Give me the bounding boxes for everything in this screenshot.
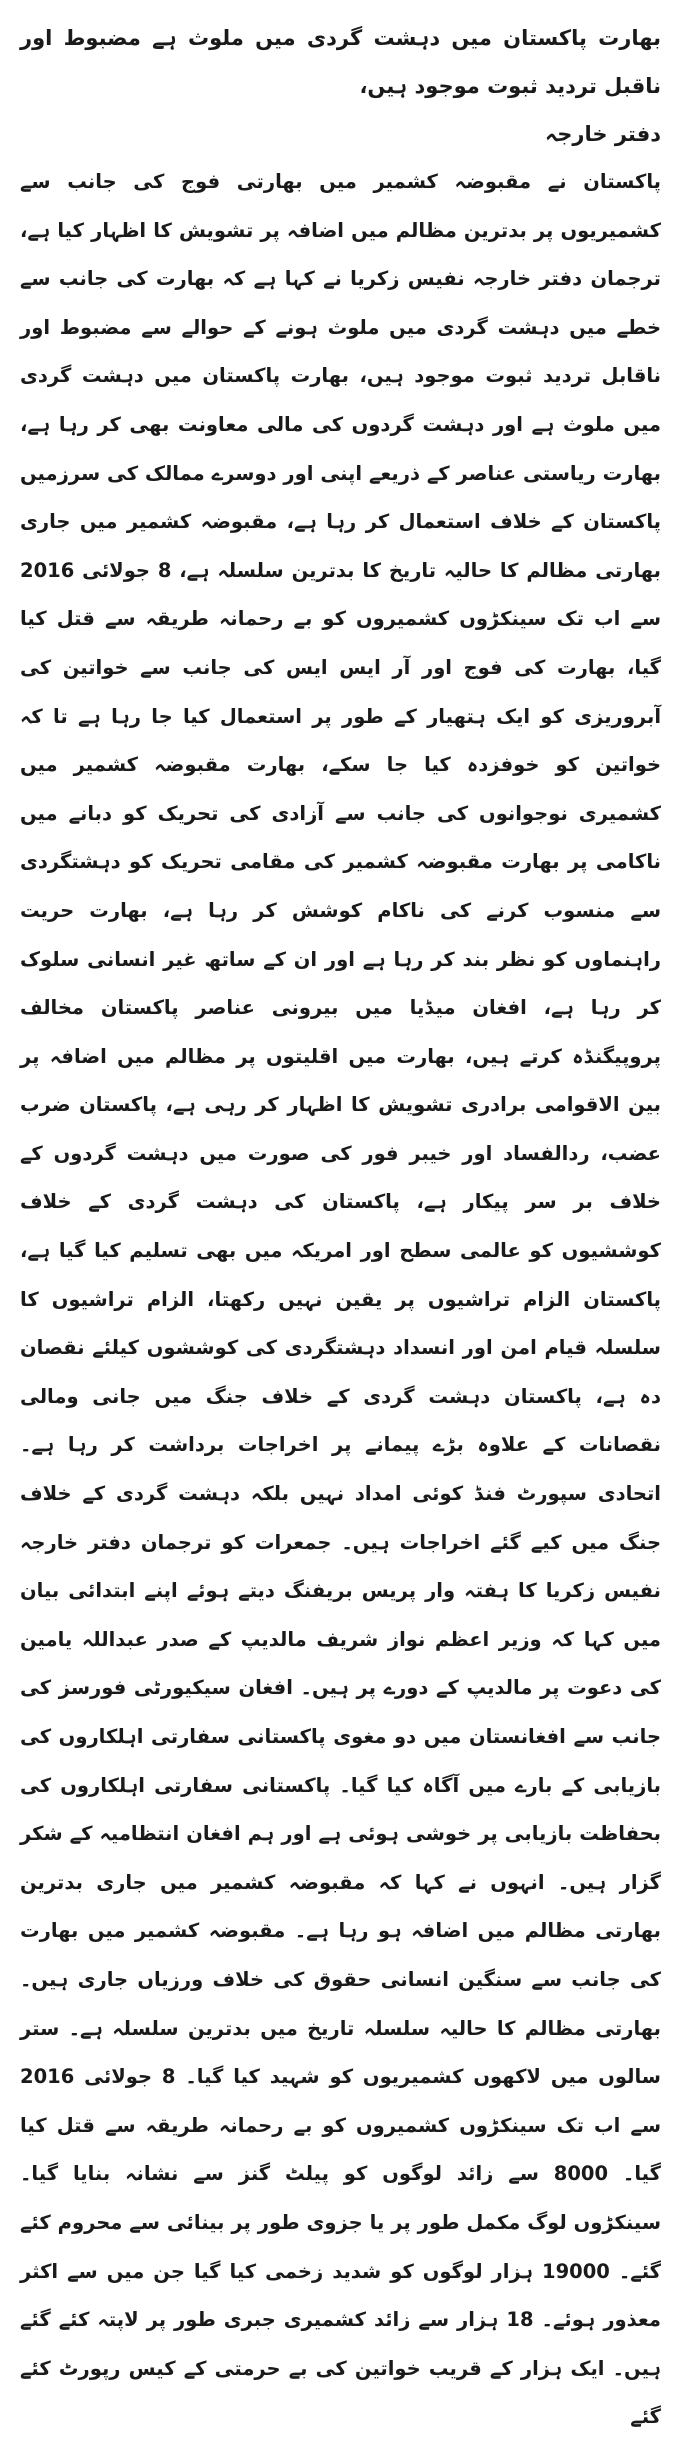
article-headline: بھارت پاکستان میں دہشت گردی میں ملوث ہے مضبوط اور ناقبل تردید ثبوت موجود ہیں، [20,26,661,98]
article-source: دفتر خارجہ [544,122,661,146]
article-body: پاکستان نے مقبوضہ کشمیر میں بھارتی فوج کی جانب سے کشمیریوں پر بدترین مظالم میں اضافہ پر تشویش کا اظہار کیا ہے، ترجمان دفتر خارجہ نفیس زکریا نے کہا ہے کہ بھارت کی جانب سے خطے میں دہشت گردی میں ملوث ہونے کے حوالے سے مضبوط اور ناقابل تردید ثبوت موجود ہیں، بھارت پاکستان میں دہشت گردی میں ملوث ہے اور دہشت گردوں کی مالی معاونت بھی کر رہا ہے، بھارت ریاستی عناصر کے ذریعے اپنی اور دوسرے ممالک کی سرزمیں پاکستان کے خلاف استعمال کر رہا ہے، مقبوضہ کشمیر میں جاری بھارتی مظالم کا حالیہ تاریخ کا بدترین سلسلہ ہے، 8 جولائی 2016 سے اب تک سینکڑوں کشمیروں کو بے رحمانہ طریقہ سے قتل کیا گیا، بھارت کی فوج اور آر ایس ایس کی جانب سے خواتین کی آبروریزی کو ایک ہتھیار کے طور پر استعمال کیا جا رہا ہے تا کہ خواتین کو خوفزدہ کیا جا سکے، بھارت مقبوضہ کشمیر میں کشمیری نوجوانوں کی جانب سے آزادی کی تحریک کو دبانے میں ناکامی پر بھارت مقبوضہ کشمیر کی مقامی تحریک کو دہشتگردی سے منسوب کرنے کی ناکام کوشش کر رہا ہے، بھارت حریت راہنماوں کو نظر بند کر رہا ہے اور ان کے ساتھ غیر انسانی سلوک کر رہا ہے، افغان میڈیا میں بیرونی عناصر پاکستان مخالف پروپیگنڈہ کرتے ہیں، بھارت میں اقلیتوں پر مظالم میں اضافہ پر بین الاقوامی برادری تشویش کا اظہار کر رہی ہے، پاکستان ضرب عضب، ردالفساد اور خیبر فور کی صورت میں دہشت گردوں کے خلاف بر سر پیکار ہے، پاکستان کی دہشت گردی کے خلاف کوششیوں کو عالمی سطح اور امریکہ میں بھی تسلیم کیا گیا ہے، پاکستان الزام تراشیوں پر یقین نہیں رکھتا، الزام تراشیوں کا سلسلہ قیام امن اور انسداد دہشتگردی کی کوششوں کیلئے نقصان دہ ہے، پاکستان دہشت گردی کے خلاف جنگ میں جانی ومالی نقصانات کے علاوہ بڑے پیمانے پر اخراجات برداشت کر رہا ہے۔ اتحادی سپورٹ فنڈ کوئی امداد نہیں بلکہ دہشت گردی کے خلاف جنگ میں کیے گئے اخراجات ہیں۔ جمعرات کو ترجمان دفتر خارجہ نفیس زکریا کا ہفتہ وار پریس بریفنگ دیتے ہوئے اپنے ابتدائی بیان میں کہا کہ وزیر اعظم نواز شریف مالدیپ کے صدر عبداللہ یامین کی دعوت پر مالدیپ کے دورے پر ہیں۔ افغان سیکیورٹی فورسز کی جانب سے افغانستان میں دو مغوی پاکستانی سفارتی اہلکاروں کی بازیابی کے بارے میں آگاہ کیا گیا۔ پاکستانی سفارتی اہلکاروں کی بحفاظت بازیابی پر خوشی ہوئی ہے اور ہم افغان انتظامیہ کے شکر گزار ہیں۔ انہوں نے کہا کہ مقبوضہ کشمیر میں جاری بدترین بھارتی مظالم میں اضافہ ہو رہا ہے۔ مقبوضہ کشمیر میں بھارت کی جانب سے سنگین انسانی حقوق کی خلاف ورزیاں جاری ہیں۔ بھارتی مظالم کا حالیہ سلسلہ تاریخ میں بدترین سلسلہ ہے۔ ستر سالوں میں لاکھوں کشمیریوں کو شہید کیا گیا۔ 8 جولائی 2016 سے اب تک سینکڑوں کشمیروں کو بے رحمانہ طریقہ سے قتل کیا گیا۔ 8000 سے زائد لوگوں کو پیلٹ گنز سے نشانہ بنایا گیا۔ سینکڑوں لوگ مکمل طور پر یا جزوی طور پر بینائی سے محروم کئے گئے۔ 19000 ہزار لوگوں کو شدید زخمی کیا گیا جن میں سے اکثر معذور ہوئے۔ 18 ہزار سے زائد کشمیری جبری طور پر لاپتہ کئے گئے ہیں۔ ایک ہزار کے قریب خواتین کی بے حرمتی کے کیس رپورٹ کئے گئے [20,170,662,2429]
